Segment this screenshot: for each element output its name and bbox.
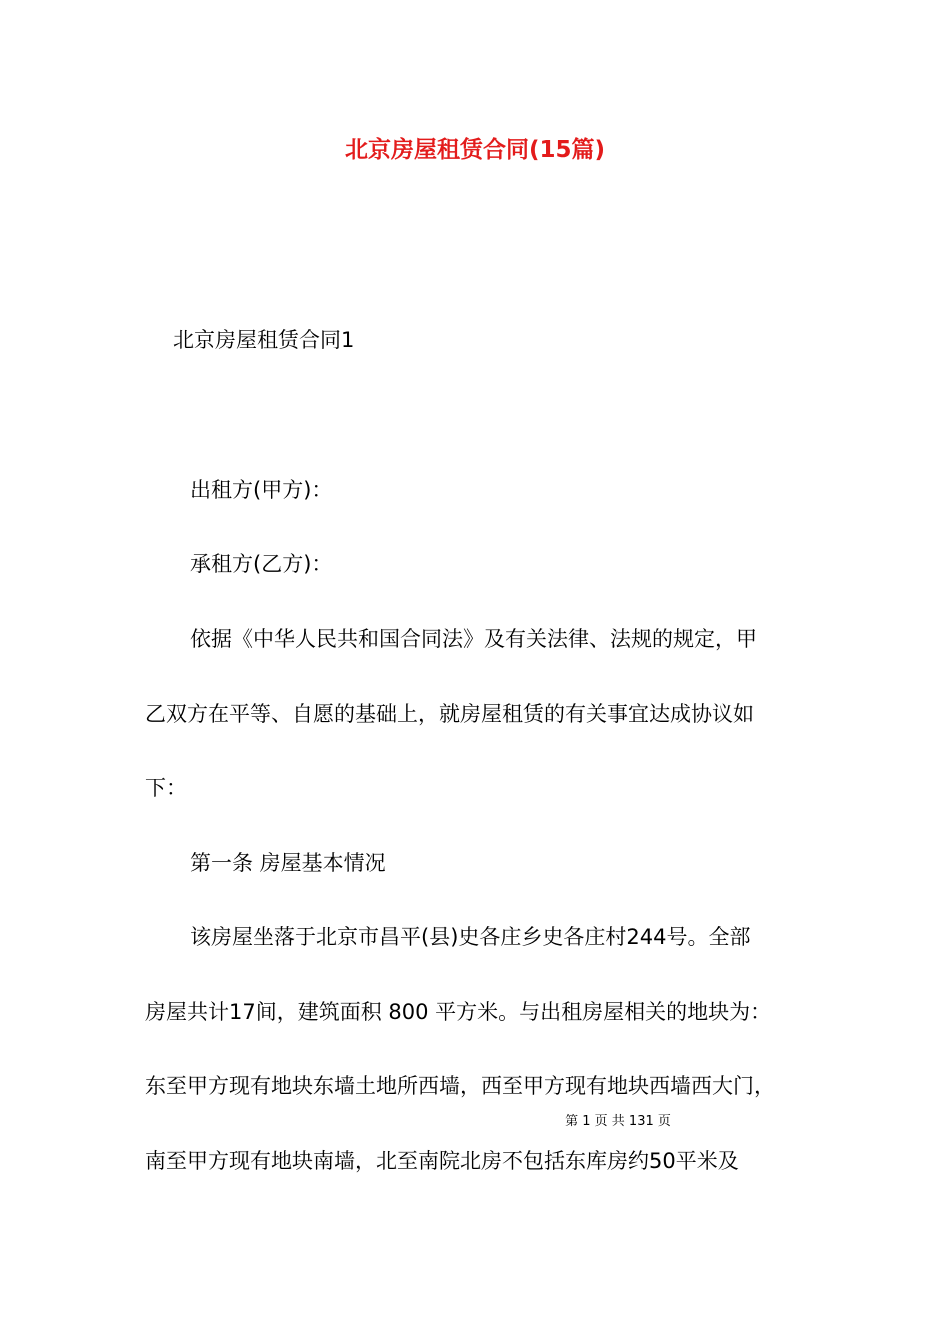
text-line: 该房屋坐落于北京市昌平(县)史各庄乡史各庄村244号。全部 [190, 925, 751, 949]
text-line: 乙双方在平等、自愿的基础上，就房屋租赁的有关事宜达成协议如 [145, 702, 754, 726]
text-line: 南至甲方现有地块南墙，北至南院北房不包括东库房约50平米及 [145, 1149, 739, 1173]
section-heading: 北京房屋租赁合同1 [173, 328, 355, 352]
document-title: 北京房屋租赁合同(15篇) [344, 137, 606, 163]
text-line: 房屋共计17间，建筑面积 800 平方米。与出租房屋相关的地块为： [145, 1000, 772, 1024]
page-footer [0, 1113, 950, 1131]
text-line: 下： [145, 776, 187, 800]
text-line: 依据《中华人民共和国合同法》及有关法律、法规的规定，甲 [190, 627, 757, 651]
page-number: 第 1 页 共 131 页 [565, 1114, 671, 1129]
text-line: 东至甲方现有地块东墙土地所西墙，西至甲方现有地块西墙西大门， [145, 1074, 775, 1098]
text-line-lessor: 出租方(甲方)： [190, 478, 333, 502]
text-line-lessee: 承租方(乙方)： [190, 552, 333, 576]
article-heading: 第一条 房屋基本情况 [190, 851, 386, 875]
